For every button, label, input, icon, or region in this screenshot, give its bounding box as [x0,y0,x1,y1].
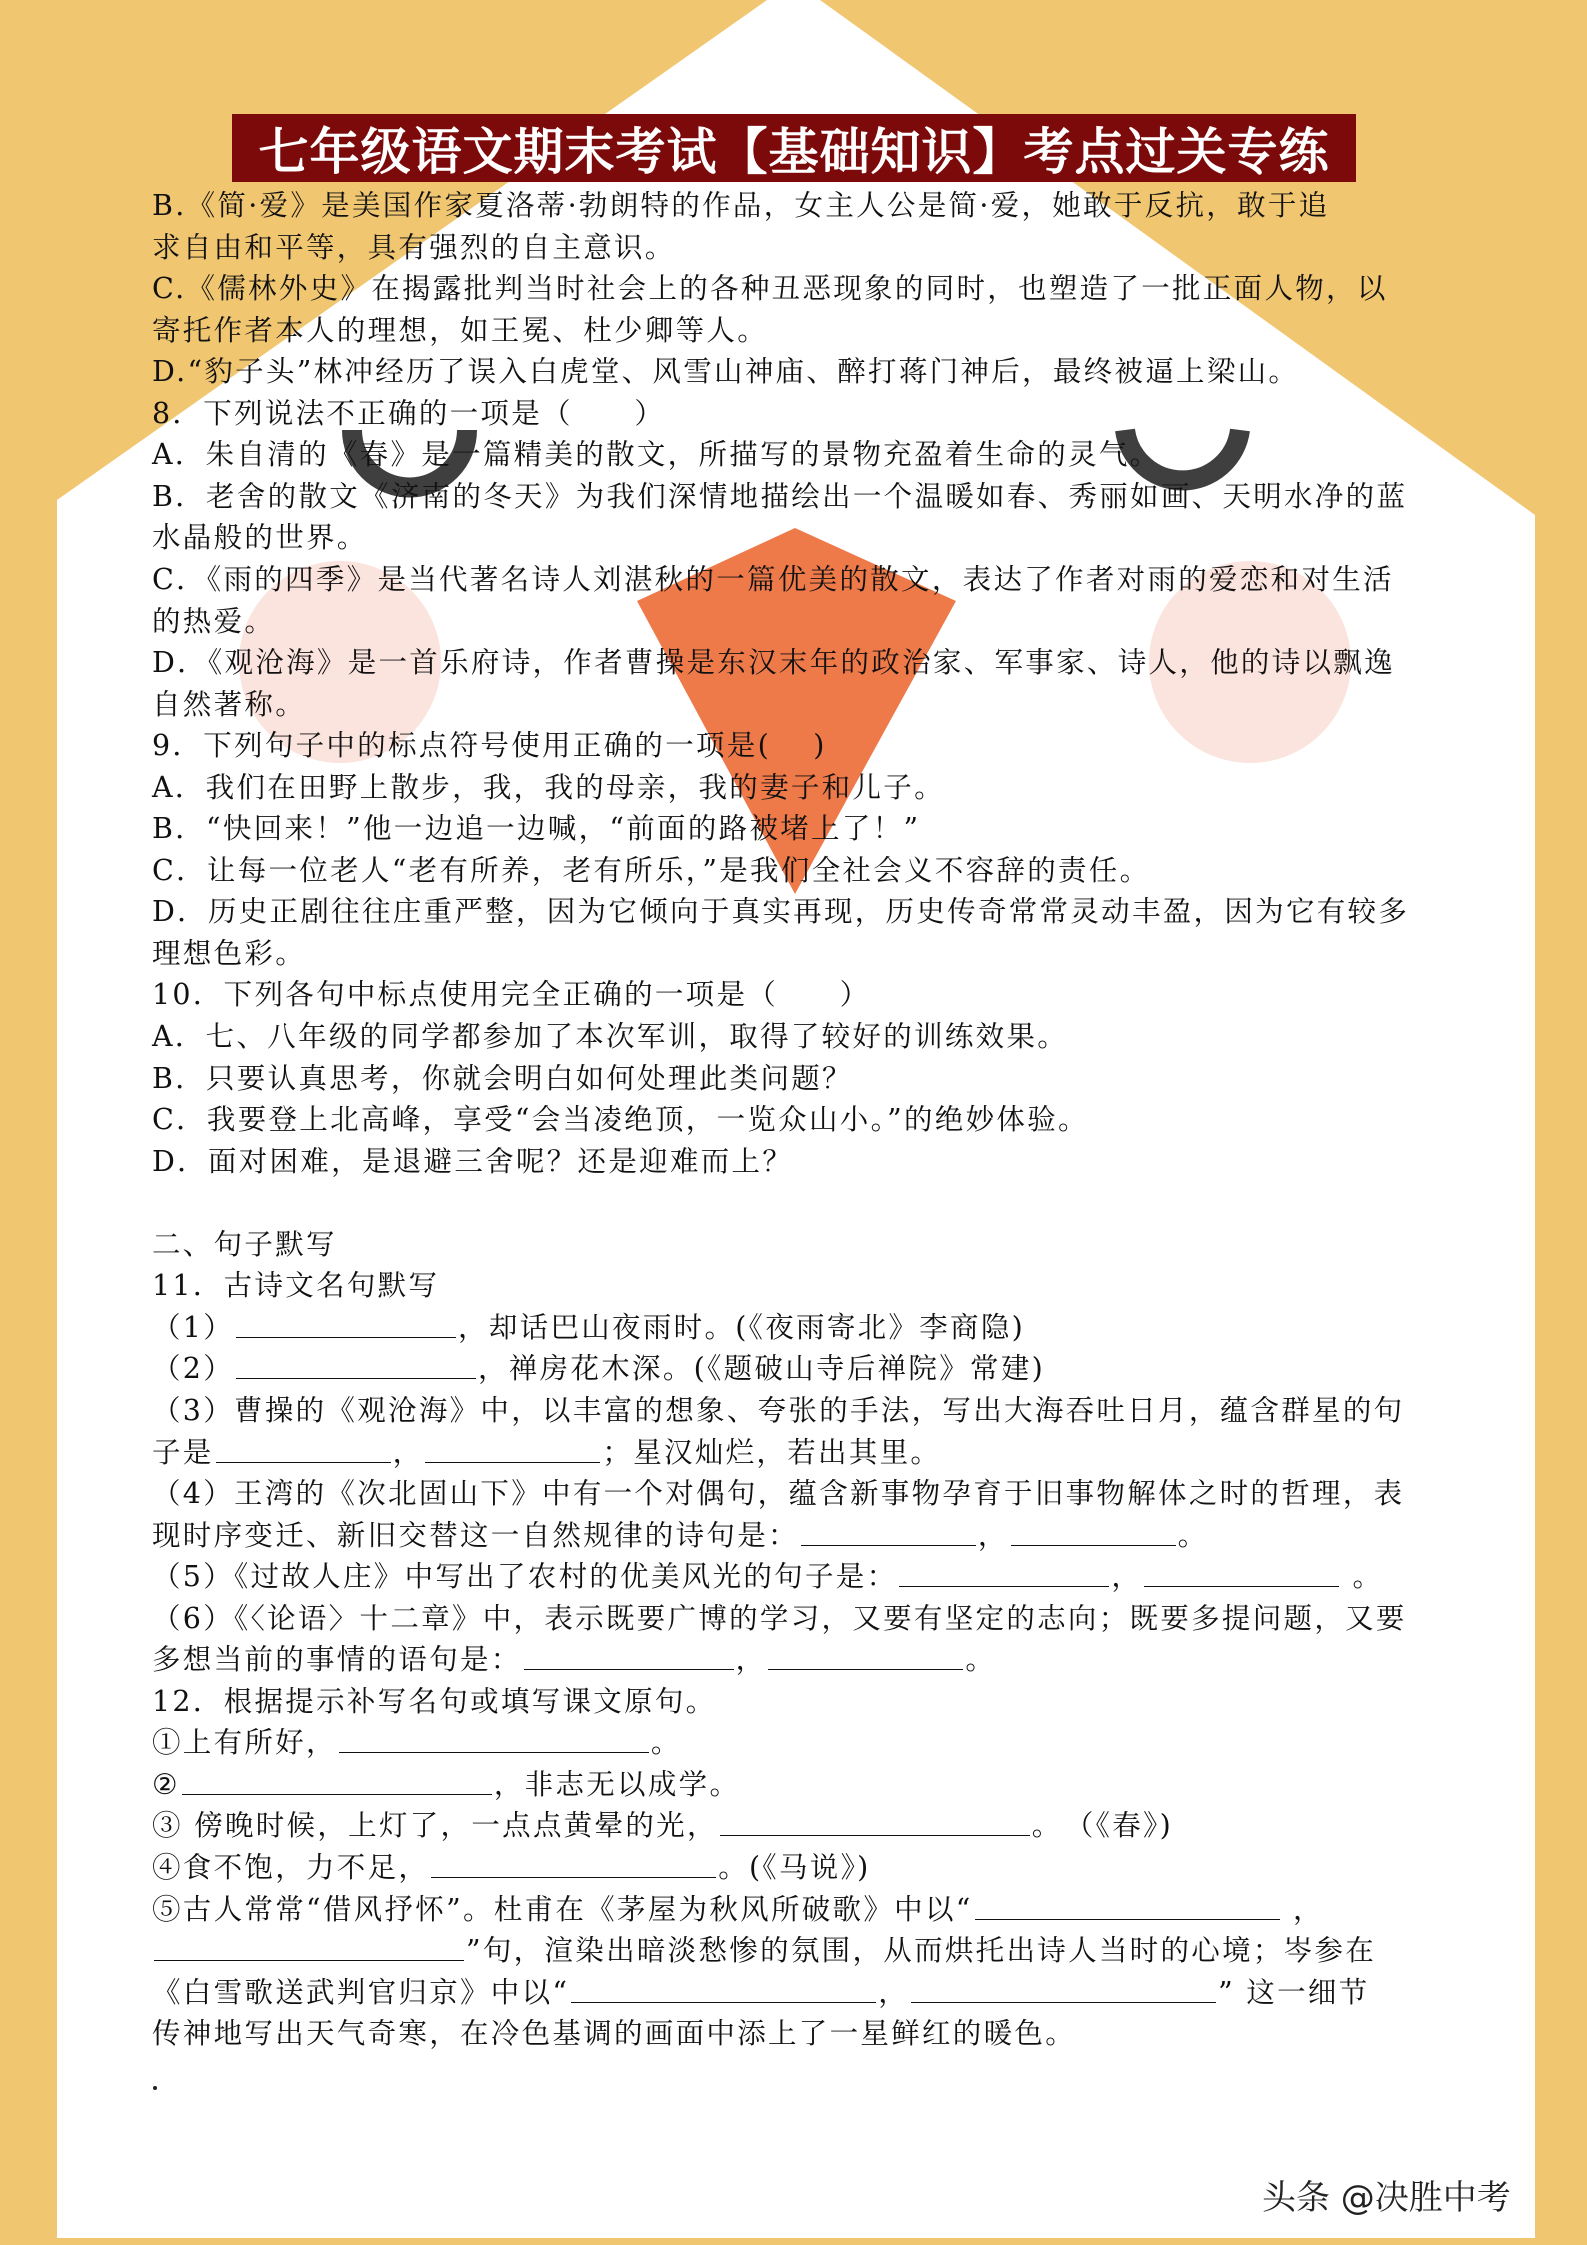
fill-in-blank[interactable] [911,1972,1216,2003]
fill-in-blank[interactable] [720,1805,1030,1836]
text-line [152,1598,1407,1639]
line-text: 。 [1177,1518,1209,1552]
line-text: D．面对困难，是退避三舍呢？还是迎难而上？ [152,1144,794,1178]
page-title: 七年级语文期末考试【基础知识】考点过关专练 [258,123,1330,181]
fill-in-blank[interactable] [431,1847,716,1878]
line-text: 。 （《春》) [1031,1809,1173,1843]
fill-in-blank[interactable] [182,1764,492,1795]
line-text: ” 这一细节 [1218,1975,1370,2009]
text-line [152,1016,1068,1057]
line-text: B.《简·爱》是美国作家夏洛蒂·勃朗特的作品，女主人公是简·爱，她敢于反抗，敢于追 [152,189,1330,222]
text-line [152,393,665,434]
text-line [152,808,920,849]
text-line [152,1889,1324,1930]
text-line [152,1805,1173,1846]
line-text: 自然著称。 [152,687,307,721]
line-text: C．《雨的四季》是当代著名诗人刘湛秋的一篇优美的散文，表达了作者对雨的爱恋和对生活 [152,562,1394,596]
text-line [152,1972,1370,2013]
line-text: 传神地写出天气奇寒，在冷色基调的画面中添上了一星鲜红的暖色。 [152,2017,1077,2051]
line-text: B．只要认真思考，你就会明白如何处理此类问题？ [152,1061,853,1095]
fill-in-blank[interactable] [216,1432,391,1463]
text-line [152,351,1299,392]
line-text: 《白雪歌送武判官归京》中以“ [152,1975,570,2009]
line-text: ， [1281,1892,1324,1926]
fill-in-blank[interactable] [236,1348,476,1379]
line-text: （5）《过故人庄》中写出了农村的优美风光的句子是： [152,1560,898,1594]
text-line [152,1224,337,1265]
text-line [152,1348,1045,1389]
fill-in-blank[interactable] [425,1432,600,1463]
line-text: 11．古诗文名句默写 [152,1269,440,1303]
fill-in-blank[interactable] [975,1889,1280,1920]
line-text: 10．下列各句中标点使用完全正确的一项是（ ） [152,978,871,1012]
line-text: 二、句子默写 [152,1227,337,1261]
line-text: D．《观沧海》是一首乐府诗，作者曹操是东汉末年的政治家、军事家、诗人，他的诗以飘逸 [152,646,1395,680]
line-text: A．我们在田野上散步，我，我的母亲，我的妻子和儿子。 [152,770,945,804]
text-line [152,1307,1025,1348]
text-line [152,725,827,766]
text-line [152,268,1388,309]
line-text: 水晶般的世界。 [152,521,368,555]
line-text: （1） [152,1310,235,1344]
stray-dot [153,2086,157,2090]
text-line [152,476,1407,517]
line-text: ④食不饱，力不足， [152,1851,430,1884]
text-line [152,767,945,808]
fill-in-blank[interactable] [571,1972,876,2003]
text-line [152,974,870,1015]
line-text: ③ 傍晚时候，上灯了，一点点黄晕的光， [152,1809,718,1843]
line-text: B．老舍的散文《济南的冬天》为我们深情地描绘出一个温暖如春、秀丽如画、天明水净的蓝 [152,479,1408,513]
line-text: ①上有所好， [152,1726,337,1760]
watermark: 头条 @决胜中考 [1262,2178,1511,2218]
line-text: ， [1111,1560,1143,1594]
line-text: 。 [965,1643,997,1677]
line-text: ， [735,1643,767,1677]
text-line [152,1058,853,1099]
fill-in-blank[interactable] [339,1722,649,1753]
fill-in-blank[interactable] [801,1515,976,1546]
text-line [152,1639,996,1680]
line-text: ，非志无以成学。 [493,1767,741,1801]
text-line [152,227,676,268]
line-text: D．历史正剧往往庄重严整，因为它倾向于真实再现，历史传奇常常灵动丰盈，因为它有较多 [152,895,1410,929]
text-line [152,1722,682,1763]
text-line [152,1390,1404,1431]
text-line [152,1515,1208,1556]
text-line [152,891,1409,932]
line-text: ”句，渲染出暗淡愁惨的氛围，从而烘托出诗人当时的心境；岑参在 [466,1934,1377,1968]
line-text: 的热爱。 [152,604,276,638]
line-text: 多想当前的事情的语句是： [152,1643,522,1677]
line-text: ② [152,1767,180,1801]
text-line [152,310,768,351]
line-text: （4）王湾的《次北固山下》中有一个对偶句，蕴含新事物孕育于旧事物解体之时的哲理，表 [152,1477,1405,1511]
text-line [152,1764,740,1805]
line-text: D.“豹子头”林冲经历了误入白虎堂、风雪山神庙、醉打蒋门神后，最终被逼上梁山。 [152,355,1300,389]
title-banner [232,114,1356,182]
text-line [152,1681,716,1722]
line-text: 。 [1341,1560,1384,1594]
line-text: ⑤古人常常“借风抒怀”。杜甫在《茅屋为秋风所破歌》中以“ [152,1892,973,1926]
line-text: （2） [152,1352,235,1386]
line-text: 9．下列句子中的标点符号使用正确的一项是( ) [152,729,827,763]
fill-in-blank[interactable] [899,1556,1109,1587]
text-line [152,1265,439,1306]
line-text: A．七、八年级的同学都参加了本次军训，取得了较好的训练效果。 [152,1020,1069,1053]
line-text: ，却话巴山夜雨时。(《夜雨寄北》李商隐) [458,1310,1026,1344]
text-line [152,434,1160,475]
line-text: ， [878,1975,910,2009]
line-text: 12．根据提示补写名句或填写课文原句。 [152,1684,717,1718]
line-text: （6）《〈论语〉十二章》中，表示既要广博的学习，又要有坚定的志向；既要多提问题，又要 [152,1601,1407,1635]
text-line [152,684,306,725]
line-text: C．让每一位老人“老有所养，老有所乐，”是我们全社会义不容辞的责任。 [152,853,1151,887]
line-text: C.《儒林外史》在揭露批判当时社会上的各种丑恶现象的同时，也塑造了一批正面人物，以 [152,272,1388,306]
text-line [152,642,1395,683]
text-line [152,1473,1404,1514]
fill-in-blank[interactable] [524,1639,734,1670]
line-text: B．“快回来！”他一边追一边喊，“前面的路被堵上了！” [152,812,921,846]
text-line [152,1432,941,1473]
line-text: 求自由和平等，具有强烈的自主意识。 [152,230,676,264]
line-text: 。 [650,1726,682,1760]
line-text: （3）曹操的《观沧海》中，以丰富的想象、夸张的手法，写出大海吞吐日月，蕴含群星的句 [152,1393,1405,1427]
line-text: 寄托作者本人的理想，如王冕、杜少卿等人。 [152,313,769,347]
text-line [152,1556,1383,1597]
fill-in-blank[interactable] [236,1307,456,1338]
line-text: 子是 [152,1435,214,1469]
fill-in-blank[interactable] [1011,1515,1176,1546]
text-line [152,1099,1089,1140]
fill-in-blank[interactable] [768,1639,963,1670]
text-line [152,559,1394,600]
line-text: ；星汉灿烂，若出其里。 [602,1435,942,1469]
line-text: 理想色彩。 [152,936,307,970]
line-text: ， [977,1518,1009,1552]
text-line [152,1930,1376,1971]
text-line [152,933,306,974]
fill-in-blank[interactable] [154,1930,464,1961]
text-line [152,185,1329,226]
text-line [152,2013,1076,2054]
line-text: C．我要登上北高峰，享受“会当凌绝顶，一览众山小。”的绝妙体验。 [152,1103,1089,1137]
text-line [152,850,1150,891]
line-text: 现时序变迁、新旧交替这一自然规律的诗句是： [152,1518,799,1552]
line-text: 。(《马说》) [718,1851,871,1884]
line-text: ， [392,1435,424,1469]
text-line [152,1141,793,1182]
text-line [152,517,368,558]
text-line [152,1847,871,1888]
line-text: ，禅房花木深。(《题破山寺后禅院》常建) [478,1352,1046,1386]
text-line [152,601,275,642]
fill-in-blank[interactable] [1144,1556,1339,1587]
line-text: A．朱自清的《春》是一篇精美的散文，所描写的景物充盈着生命的灵气。 [152,438,1161,472]
line-text: 8．下列说法不正确的一项是（ ） [152,396,666,430]
